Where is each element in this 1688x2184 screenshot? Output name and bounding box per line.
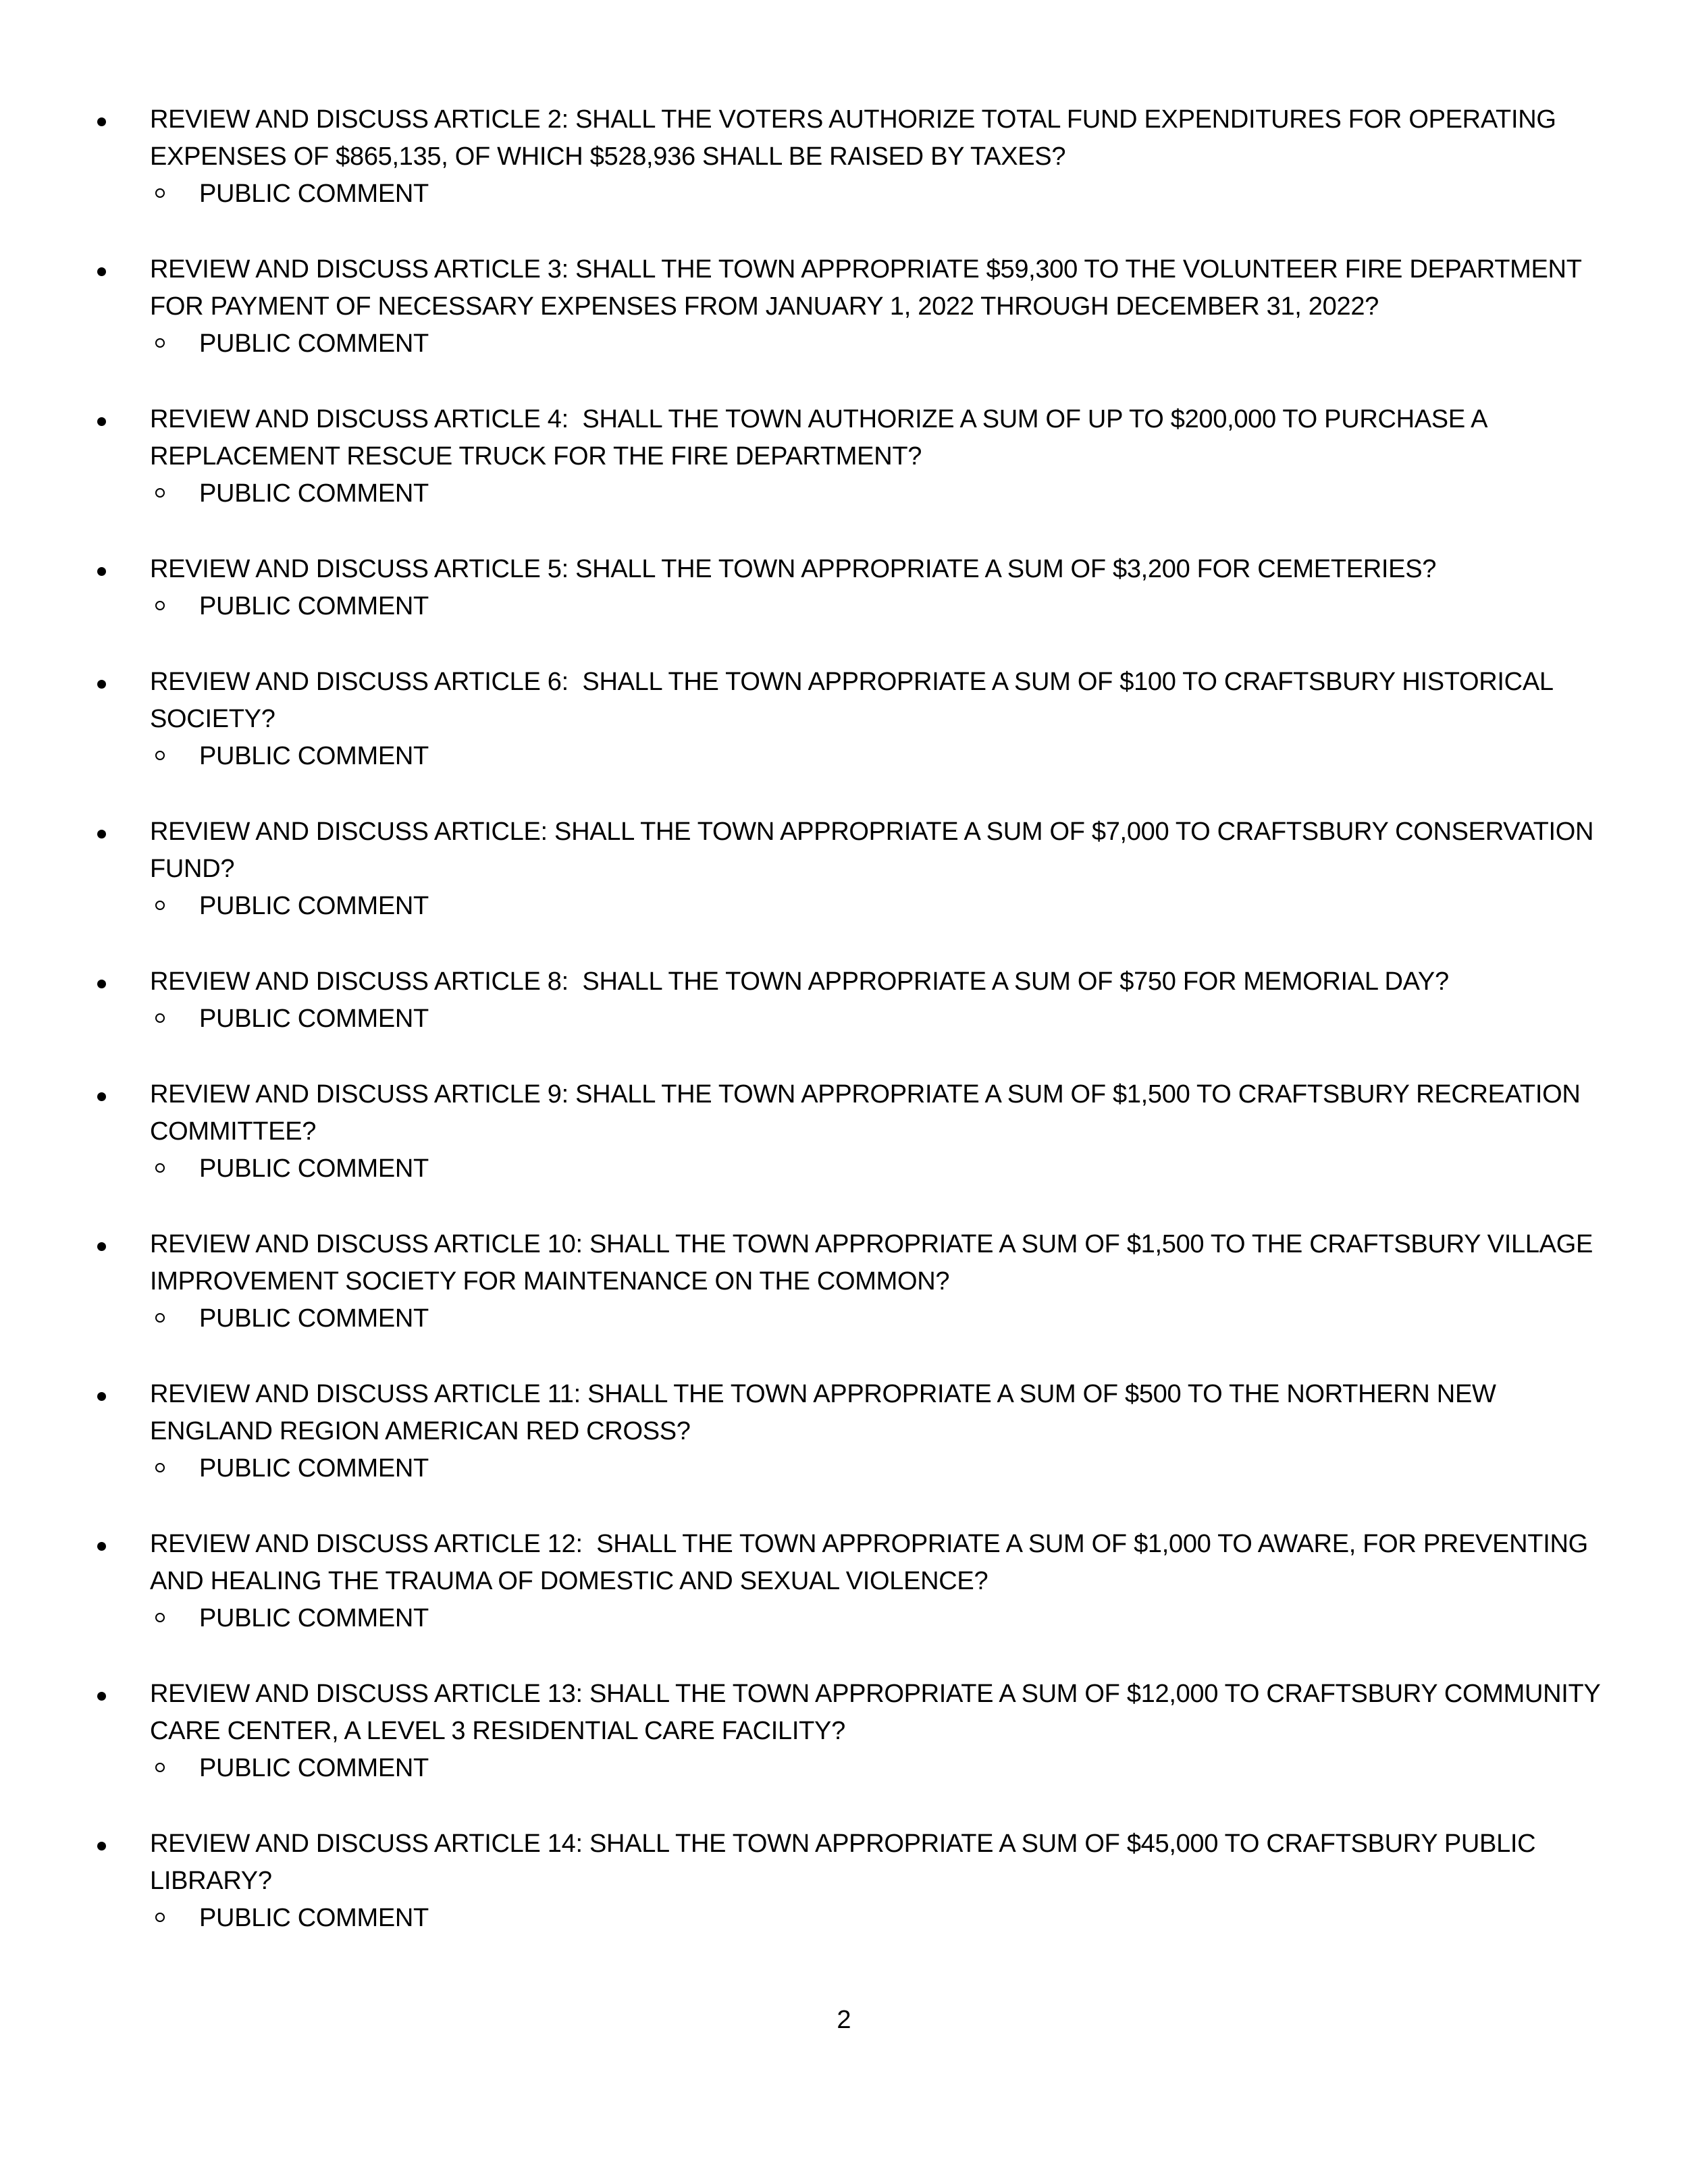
public-comment-item bbox=[150, 176, 1625, 213]
public-comment-item bbox=[150, 1450, 1625, 1487]
public-comment-item bbox=[150, 738, 1625, 775]
agenda-item-article-6 bbox=[92, 664, 1625, 775]
public-comment-item bbox=[150, 1300, 1625, 1337]
public-comment-label: PUBLIC COMMENT bbox=[199, 1154, 429, 1183]
bullet-icon bbox=[97, 830, 106, 838]
agenda-item-text: REVIEW AND DISCUSS ARTICLE 5: SHALL THE TOWN APPROPRIATE A SUM OF $3,200 FOR CEMETERIES? bbox=[150, 555, 1437, 583]
agenda-item-article-12 bbox=[92, 1526, 1625, 1637]
bullet-icon bbox=[97, 680, 106, 689]
public-comment-item bbox=[150, 1001, 1625, 1038]
public-comment-label: PUBLIC COMMENT bbox=[199, 892, 429, 920]
agenda-item-article-9 bbox=[92, 1076, 1625, 1188]
public-comment-label: PUBLIC COMMENT bbox=[199, 1304, 429, 1333]
agenda-item-text: REVIEW AND DISCUSS ARTICLE 11: SHALL THE TOWN APPROPRIATE A SUM OF $500 TO THE NORTHERN NEW ENGLAND REGION AMERICAN RED CROSS? bbox=[150, 1380, 1503, 1445]
public-comment-item bbox=[150, 1150, 1625, 1188]
agenda-list bbox=[92, 101, 1625, 1975]
public-comment-label: PUBLIC COMMENT bbox=[199, 1754, 429, 1782]
hollow-bullet-icon bbox=[155, 1613, 165, 1622]
public-comment-label: PUBLIC COMMENT bbox=[199, 1904, 429, 1932]
hollow-bullet-icon bbox=[155, 1313, 165, 1323]
public-comment-label: PUBLIC COMMENT bbox=[199, 1005, 429, 1033]
hollow-bullet-icon bbox=[155, 1913, 165, 1922]
public-comment-label: PUBLIC COMMENT bbox=[199, 1604, 429, 1632]
public-comment-item bbox=[150, 325, 1625, 363]
agenda-item-article-11 bbox=[92, 1376, 1625, 1487]
hollow-bullet-icon bbox=[155, 188, 165, 198]
public-comment-item bbox=[150, 588, 1625, 625]
bullet-icon bbox=[97, 1692, 106, 1701]
agenda-item-text: REVIEW AND DISCUSS ARTICLE 8: SHALL THE TOWN APPROPRIATE A SUM OF $750 FOR MEMORIAL DAY? bbox=[150, 967, 1449, 996]
hollow-bullet-icon bbox=[155, 1013, 165, 1023]
bullet-icon bbox=[97, 117, 106, 126]
agenda-item-article-13 bbox=[92, 1676, 1625, 1787]
agenda-item-text: REVIEW AND DISCUSS ARTICLE 10: SHALL THE TOWN APPROPRIATE A SUM OF $1,500 TO THE CRAFTSBURY VILLAGE IMPROVEMENT SOCIETY FOR MAINTENANCE ON THE COMMON? bbox=[150, 1230, 1600, 1296]
public-comment-item bbox=[150, 1900, 1625, 1937]
public-comment-label: PUBLIC COMMENT bbox=[199, 592, 429, 620]
bullet-icon bbox=[97, 1242, 106, 1251]
agenda-item-text: REVIEW AND DISCUSS ARTICLE 13: SHALL THE TOWN APPROPRIATE A SUM OF $12,000 TO CRAFTSBURY COMMUNITY CARE CENTER, A LEVEL 3 RESIDENTIAL CARE FACILITY? bbox=[150, 1680, 1608, 1745]
bullet-icon bbox=[97, 1392, 106, 1401]
hollow-bullet-icon bbox=[155, 1763, 165, 1772]
agenda-item-article-4 bbox=[92, 401, 1625, 512]
public-comment-label: PUBLIC COMMENT bbox=[199, 180, 429, 208]
agenda-item-text: REVIEW AND DISCUSS ARTICLE 3: SHALL THE TOWN APPROPRIATE $59,300 TO THE VOLUNTEER FIRE DEPARTMENT FOR PAYMENT OF NECESSARY EXPENSES FROM JANUARY 1, 2022 THROUGH DECEMBER 31, 2022? bbox=[150, 255, 1589, 321]
bullet-icon bbox=[97, 267, 106, 276]
bullet-icon bbox=[97, 1842, 106, 1850]
hollow-bullet-icon bbox=[155, 601, 165, 610]
public-comment-item bbox=[150, 1750, 1625, 1787]
hollow-bullet-icon bbox=[155, 751, 165, 760]
agenda-item-text: REVIEW AND DISCUSS ARTICLE: SHALL THE TOWN APPROPRIATE A SUM OF $7,000 TO CRAFTSBURY CONSERVATION FUND? bbox=[150, 818, 1601, 883]
agenda-item-text: REVIEW AND DISCUSS ARTICLE 4: SHALL THE TOWN AUTHORIZE A SUM OF UP TO $200,000 TO PURCHASE A REPLACEMENT RESCUE TRUCK FOR THE FIRE DEPARTMENT? bbox=[150, 405, 1494, 471]
public-comment-item bbox=[150, 1600, 1625, 1637]
agenda-item-article-7 bbox=[92, 814, 1625, 925]
agenda-item-text: REVIEW AND DISCUSS ARTICLE 12: SHALL THE TOWN APPROPRIATE A SUM OF $1,000 TO AWARE, FOR PREVENTING AND HEALING THE TRAUMA OF DOMESTIC AND SEXUAL VIOLENCE? bbox=[150, 1530, 1594, 1595]
agenda-item-article-3 bbox=[92, 251, 1625, 363]
bullet-icon bbox=[97, 1092, 106, 1101]
agenda-item-article-10 bbox=[92, 1226, 1625, 1337]
agenda-item-article-8 bbox=[92, 963, 1625, 1038]
agenda-item-article-14 bbox=[92, 1826, 1625, 1937]
hollow-bullet-icon bbox=[155, 901, 165, 910]
public-comment-label: PUBLIC COMMENT bbox=[199, 1454, 429, 1483]
agenda-item-text: REVIEW AND DISCUSS ARTICLE 14: SHALL THE TOWN APPROPRIATE A SUM OF $45,000 TO CRAFTSBURY PUBLIC LIBRARY? bbox=[150, 1830, 1543, 1895]
agenda-item-text: REVIEW AND DISCUSS ARTICLE 9: SHALL THE TOWN APPROPRIATE A SUM OF $1,500 TO CRAFTSBURY RECREATION COMMITTEE? bbox=[150, 1080, 1587, 1146]
hollow-bullet-icon bbox=[155, 488, 165, 498]
bullet-icon bbox=[97, 980, 106, 988]
public-comment-label: PUBLIC COMMENT bbox=[199, 742, 429, 770]
public-comment-item bbox=[150, 475, 1625, 512]
page-number: 2 bbox=[837, 2006, 851, 2034]
public-comment-label: PUBLIC COMMENT bbox=[199, 479, 429, 508]
bullet-icon bbox=[97, 1542, 106, 1551]
agenda-item-text: REVIEW AND DISCUSS ARTICLE 6: SHALL THE TOWN APPROPRIATE A SUM OF $100 TO CRAFTSBURY HISTORICAL SOCIETY? bbox=[150, 668, 1560, 733]
hollow-bullet-icon bbox=[155, 1163, 165, 1173]
agenda-item-article-2 bbox=[92, 101, 1625, 213]
bullet-icon bbox=[97, 567, 106, 576]
agenda-item-text: REVIEW AND DISCUSS ARTICLE 2: SHALL THE VOTERS AUTHORIZE TOTAL FUND EXPENDITURES FOR OPERATING EXPENSES OF $865,135, OF WHICH $528,936 SHALL BE RAISED BY TAXES? bbox=[150, 105, 1563, 171]
public-comment-item bbox=[150, 888, 1625, 925]
hollow-bullet-icon bbox=[155, 338, 165, 348]
bullet-icon bbox=[97, 417, 106, 426]
agenda-item-article-5 bbox=[92, 551, 1625, 625]
public-comment-label: PUBLIC COMMENT bbox=[199, 329, 429, 358]
hollow-bullet-icon bbox=[155, 1463, 165, 1472]
